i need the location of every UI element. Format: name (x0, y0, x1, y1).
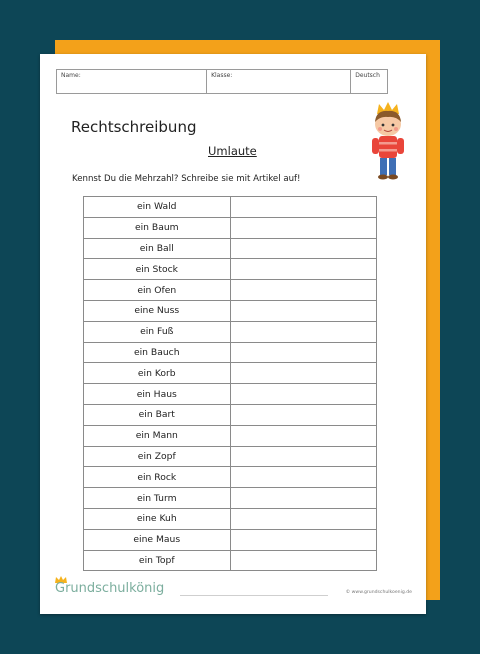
class-label: Klasse: (211, 72, 233, 79)
table-row (84, 508, 377, 529)
plural-answer-cell[interactable] (230, 425, 376, 446)
table-row (84, 238, 377, 259)
plural-answer-cell[interactable] (230, 446, 376, 467)
table-row (84, 384, 377, 405)
singular-word-cell: ein Turm (84, 488, 231, 509)
singular-word-cell: ein Fuß (84, 321, 231, 342)
singular-word-cell: eine Maus (84, 529, 231, 550)
plural-answer-cell[interactable] (230, 238, 376, 259)
brand-logo: Grundschulkönig (55, 581, 165, 596)
word-table (83, 196, 377, 571)
plural-answer-cell[interactable] (230, 342, 376, 363)
table-row (84, 363, 377, 384)
singular-word-cell: ein Bart (84, 404, 231, 425)
plural-answer-cell[interactable] (230, 363, 376, 384)
table-row (84, 280, 377, 301)
footer-url: © www.grundschulkoenig.de (345, 590, 412, 595)
singular-word-cell: ein Bauch (84, 342, 231, 363)
footer-divider (180, 595, 328, 596)
plural-answer-cell[interactable] (230, 529, 376, 550)
table-row (84, 404, 377, 425)
plural-answer-cell[interactable] (230, 300, 376, 321)
table-row (84, 529, 377, 550)
boy-with-crown-illustration (366, 98, 410, 182)
plural-answer-cell[interactable] (230, 467, 376, 488)
plural-answer-cell[interactable] (230, 321, 376, 342)
name-field[interactable] (57, 70, 207, 93)
table-row (84, 321, 377, 342)
singular-word-cell: ein Ofen (84, 280, 231, 301)
plural-answer-cell[interactable] (230, 508, 376, 529)
singular-word-cell: ein Stock (84, 259, 231, 280)
subject-field (351, 70, 387, 93)
singular-word-cell: ein Rock (84, 467, 231, 488)
singular-word-cell: ein Haus (84, 384, 231, 405)
singular-word-cell: ein Baum (84, 217, 231, 238)
table-row (84, 446, 377, 467)
class-field[interactable] (207, 70, 351, 93)
page-title: Rechtschreibung (71, 118, 197, 136)
plural-answer-cell[interactable] (230, 197, 376, 218)
table-row (84, 550, 377, 571)
name-label: Name: (61, 72, 81, 79)
table-row (84, 300, 377, 321)
plural-answer-cell[interactable] (230, 404, 376, 425)
subject-label: Deutsch (355, 72, 380, 79)
plural-answer-cell[interactable] (230, 488, 376, 509)
singular-word-cell: ein Wald (84, 197, 231, 218)
table-row (84, 342, 377, 363)
plural-answer-cell[interactable] (230, 384, 376, 405)
plural-answer-cell[interactable] (230, 259, 376, 280)
singular-word-cell: eine Kuh (84, 508, 231, 529)
table-row (84, 259, 377, 280)
plural-answer-cell[interactable] (230, 280, 376, 301)
worksheet (40, 54, 426, 614)
header-fields (56, 69, 388, 94)
table-row (84, 217, 377, 238)
page-subtitle: Umlaute (208, 144, 257, 158)
table-row (84, 467, 377, 488)
singular-word-cell: ein Zopf (84, 446, 231, 467)
singular-word-cell: eine Nuss (84, 300, 231, 321)
singular-word-cell: ein Topf (84, 550, 231, 571)
plural-answer-cell[interactable] (230, 550, 376, 571)
singular-word-cell: ein Mann (84, 425, 231, 446)
table-row (84, 197, 377, 218)
instruction-text: Kennst Du die Mehrzahl? Schreibe sie mit Artikel auf! (72, 174, 301, 184)
singular-word-cell: ein Ball (84, 238, 231, 259)
singular-word-cell: ein Korb (84, 363, 231, 384)
table-row (84, 488, 377, 509)
table-row (84, 425, 377, 446)
plural-answer-cell[interactable] (230, 217, 376, 238)
